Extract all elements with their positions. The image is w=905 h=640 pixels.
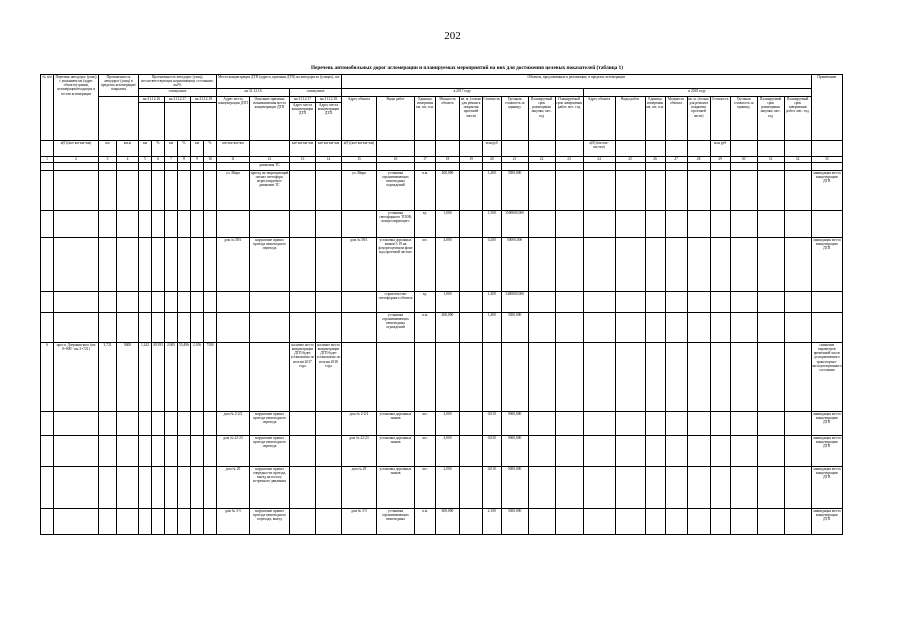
col-number: 28 — [687, 157, 710, 163]
unit-kmkm-3: км+км-км+км — [316, 141, 342, 157]
cell-note: ликвидация места концентрации ДТП — [811, 509, 842, 535]
col-number: 9 — [191, 157, 204, 163]
cell-unitcost: 5000,000 — [501, 467, 528, 509]
header-unitcost-2: Удельная стоимость за единицу — [730, 97, 757, 141]
unit-pct: % — [152, 141, 165, 157]
header-causes: Описание причины возникновения места концентрации ДТП — [250, 97, 290, 141]
header-concentration: Места концентрации ДТП (адреса, причины ДТП) на автодорогах (улицах), шт. — [217, 75, 342, 89]
cell-addr: дом № 58/1 — [217, 238, 250, 292]
header-share: Протяженность автодорог (улиц), несоответствующих нормативному состоянию, км/% — [139, 75, 217, 89]
header-addr-conc: Адрес места концентрации ДТП — [217, 97, 250, 141]
cell-cause: проезд на запрещающий сигнал светофора, нерегулируемое движение ТС — [250, 171, 290, 211]
unit-mln-2: млн руб — [710, 141, 730, 157]
cell-power: 4,000 — [436, 436, 460, 467]
cell-addr: дом № 29 — [217, 467, 250, 509]
table-row — [41, 171, 843, 211]
header-total: совокупное — [139, 89, 217, 97]
col-number: 8 — [178, 157, 191, 163]
cell-cause: движения ТС — [250, 163, 290, 171]
col-number: 32 — [784, 157, 811, 163]
cell-cause: нарушение правил проезда пешеходного перехода — [250, 412, 290, 436]
unit-km: км — [139, 141, 152, 157]
col-number: 11 — [217, 157, 250, 163]
cell-pct18: 7500 — [204, 343, 217, 412]
cell-obj-addr: дом № 29 — [342, 467, 377, 509]
header-total-2: совокупное — [290, 89, 342, 97]
col-number: 7 — [165, 157, 178, 163]
unit-kmkm: км+км-км+км — [217, 141, 250, 157]
col-number: 31 — [757, 157, 784, 163]
header-plannedfin: Планируемый срок завершения работ, мес. год — [555, 97, 583, 141]
cell-works: установка светофорного ТООВ, контролирующего — [377, 211, 415, 238]
col-number: 6 — [152, 157, 165, 163]
header-num: № п/п — [41, 75, 54, 141]
col-number: 19 — [460, 157, 483, 163]
header-cost-2: Стоимость — [710, 97, 730, 141]
header-works: Виды работ — [377, 97, 415, 141]
cell-power: 1,000 — [436, 211, 460, 238]
cell-obj-addr: ул. Мира — [342, 171, 377, 211]
header-length: Протяженность автодорог (улиц) в пределах агломерации/покрытия — [99, 75, 139, 97]
cell-addr: дом № 3-5 — [217, 509, 250, 535]
cell-pct16: 49,393 — [152, 343, 165, 412]
header-row-2 — [41, 89, 843, 97]
cell-units: ед. — [415, 211, 436, 238]
unit-a2: а(б) (км+км-км+км) — [342, 141, 377, 157]
col-number: 22 — [528, 157, 555, 163]
header-addr-obj-2: Адрес объекта — [583, 97, 615, 141]
cell-cost: 2,100 — [483, 509, 502, 535]
cell-conc17: наличие места концентрации ДТП будет установлено по итогам 2017 года — [290, 343, 316, 412]
cell-unitcost: 5000,000 — [501, 412, 528, 436]
cell-cause: нарушение правил очередности проезда, выезд на полосу встречного движения — [250, 467, 290, 509]
cell-unitcost: 3500,000 — [501, 313, 528, 343]
cell-works: строительство светофорного объекта — [377, 292, 415, 313]
header-power-2: Мощность объекта — [665, 97, 687, 141]
cell-works: установка ограничивающих пешеходных — [377, 509, 415, 535]
cell-note: ликвидация места концентрации ДТП — [811, 171, 842, 211]
cell-note: ликвидация места концентрации ДТП — [811, 436, 842, 467]
page-number: 202 — [444, 30, 461, 42]
cell-power: 4,000 — [436, 238, 460, 292]
cell-units: шт. — [415, 238, 436, 292]
table-row — [41, 313, 843, 343]
col-number: 17 — [415, 157, 436, 163]
cell-obj-addr: дом № 22-23 — [342, 436, 377, 467]
unit-a3: а(б) (км+км-км+км) — [583, 141, 615, 157]
cell-pct17: 55,496 — [178, 343, 191, 412]
header-objects: Объекты, предложенные к реализации, в пределах агломерации — [342, 75, 812, 89]
header-addr-obj: Адрес объекта — [342, 97, 377, 141]
table-title: Перечень автомобильных дорог агломерации и планируемых мероприятий на них для достижения целевых показателей (таблица 1) — [311, 65, 623, 71]
col-number: 13 — [290, 157, 316, 163]
cell-works: установка ограничивающих пешеходных ограждений — [377, 171, 415, 211]
cell-cost: 1,400 — [483, 313, 502, 343]
cell-power: 400,000 — [436, 171, 460, 211]
col-number: 29 — [710, 157, 730, 163]
cell-addr — [217, 163, 250, 171]
cell-works: установка дорожных знаков — [377, 467, 415, 509]
cell-cause: нарушение правил проезда пешеходного перехода, выезд — [250, 509, 290, 535]
cell-power: 400,000 — [436, 313, 460, 343]
unit-km: км — [191, 141, 204, 157]
col-number: 16 — [377, 157, 415, 163]
col-number: 15 — [342, 157, 377, 163]
col-number: 2 — [54, 157, 99, 163]
cell-addr: дом № 22-23 — [217, 436, 250, 467]
cell-unitcost: 50000,000 — [501, 238, 528, 292]
header-unitcost: Удельная стоимость за единицу — [501, 97, 528, 141]
table-row — [41, 292, 843, 313]
cell-cost: 1,400 — [483, 171, 502, 211]
col-number: 14 — [316, 157, 342, 163]
table-row — [41, 211, 843, 238]
cell-num: 6 — [41, 343, 54, 412]
data-table — [40, 74, 843, 535]
header-addr18: Адрес места концентрации ДТП — [316, 103, 342, 141]
col-number: 27 — [665, 157, 687, 163]
cell-obj-addr: дом № 3-5 — [342, 509, 377, 535]
cell-units: ед. — [415, 292, 436, 313]
unit-km2: км,м — [117, 141, 139, 157]
unit-mln: млн руб — [483, 141, 502, 157]
cell-length-2: 9400 — [117, 343, 139, 412]
cell-units: п.м. — [415, 313, 436, 343]
cell-works: установка дорожных знаков — [377, 436, 415, 467]
unit-pct: % — [178, 141, 191, 157]
cell-obj-addr: дом № 2-2/2 — [342, 412, 377, 436]
cell-cost: 1,500 — [483, 211, 502, 238]
cell-cost: 0,200 — [483, 238, 502, 292]
cell-note: ликвидация места концентрации ДТП — [811, 412, 842, 436]
header-plannedfin-2: Планируемый срок завершения работ, мес. год — [784, 97, 811, 141]
cell-works: установка ограничивающих пешеходных ограждений — [377, 313, 415, 343]
header-r3-on18: на 31.12.18 — [191, 97, 217, 103]
cell-power: 2,000 — [436, 467, 460, 509]
unit-pct: % — [204, 141, 217, 157]
cell-obj-addr: дом № 58/1 — [342, 238, 377, 292]
table-row — [41, 509, 843, 535]
header-y2017: в 2017 году — [342, 89, 584, 97]
header-row-units — [41, 141, 843, 157]
cell-addr: дом № 2-2/2 — [217, 412, 250, 436]
header-planned-2: Планируемый срок размещения закупки, мес. год — [757, 97, 784, 141]
col-number: 18 — [436, 157, 460, 163]
header-units-2: Единица измерения км, шт, п.м. — [645, 97, 665, 141]
header-kmrepair: кв. м. (только для ремонта покрытия проезжей части) — [460, 97, 483, 141]
header-list: Перечень автодорог (улиц) с указанием км (адрес объекта) границ агломерации/входящих в состав агломерации — [54, 75, 99, 141]
col-number: 25 — [615, 157, 645, 163]
col-number: 21 — [501, 157, 528, 163]
header-on16: на 31.12.16 — [217, 89, 290, 97]
header-note: Примечание — [811, 75, 842, 141]
col-number: 23 — [555, 157, 583, 163]
cell-power: 1,000 — [436, 292, 460, 313]
cell-note: ликвидация места концентрации ДТП — [811, 238, 842, 292]
col-number: 3 — [99, 157, 117, 163]
header-r3-on17b: на 31.12.17 — [290, 97, 316, 103]
cell-power: 2,000 — [436, 412, 460, 436]
col-number: 24 — [583, 157, 615, 163]
col-number: 12 — [250, 157, 290, 163]
cell-conc18: наличие места концентрации ДТП будет установлено по итогам 2018 года — [316, 343, 342, 412]
cell-units: п.м. — [415, 509, 436, 535]
cell-cost: 0,010 — [483, 467, 502, 509]
cell-addr: ул. Мира — [217, 171, 250, 211]
col-number: 1 — [41, 157, 54, 163]
cell-note: снижение параметров временной части до нормативного транспортно-эксплуатационного состояния — [811, 343, 842, 412]
unit-km1: км — [99, 141, 117, 157]
cell-cost: 0,010 — [483, 412, 502, 436]
cell-units: шт. — [415, 467, 436, 509]
col-number: 10 — [204, 157, 217, 163]
table-row-main — [41, 343, 843, 412]
cell-km16: 1,242 — [139, 343, 152, 412]
table-row — [41, 238, 843, 292]
header-r3-on17: на 31.12.17 — [165, 97, 191, 103]
cell-units: шт. — [415, 436, 436, 467]
cell-works: установка дорожных знаков — [377, 412, 415, 436]
unit-km: км — [165, 141, 178, 157]
header-r3-on18b: на 31.12.18 — [316, 97, 342, 103]
header-addr17: Адрес места концентрации ДТП — [290, 103, 316, 141]
cell-units: шт. — [415, 412, 436, 436]
cell-cost: 1,400 — [483, 292, 502, 313]
cell-power: 600,000 — [436, 509, 460, 535]
header-y2018: в 2018 году — [583, 89, 811, 97]
unit-kmkm-2: км+км-км+км — [290, 141, 316, 157]
cell-km17: 2,065 — [165, 343, 178, 412]
cell-cause: нарушение правил проезда пешеходного перехода — [250, 238, 290, 292]
col-number: 5 — [139, 157, 152, 163]
cell-length: 3,721 — [99, 343, 117, 412]
header-works-2: Виды работ — [615, 97, 645, 141]
cell-note: ликвидация места концентрации ДТП — [811, 467, 842, 509]
cell-units: п.м. — [415, 171, 436, 211]
cell-unitcost: 3500,000 — [501, 171, 528, 211]
header-units: Единица измерения км, шт, п.м. — [415, 97, 436, 141]
cell-unitcost: 1400000,000 — [501, 292, 528, 313]
table-row — [41, 163, 843, 171]
unit-a1: а(б) (км+км-км+км) — [54, 141, 99, 157]
cell-unitcost: 3500,000 — [501, 509, 528, 535]
cell-cause: нарушение правил проезда пешеходного перехода — [250, 436, 290, 467]
col-number: 26 — [645, 157, 665, 163]
cell-works: установка дорожных знаков 5.19 на флуоресцентном фоне над проезжей частью — [377, 238, 415, 292]
col-number: 30 — [730, 157, 757, 163]
col-number: 20 — [483, 157, 502, 163]
cell-km18: 2,106 — [191, 343, 204, 412]
cell-cost: 0,020 — [483, 436, 502, 467]
header-cost: Стоимость — [483, 97, 502, 141]
header-power: Мощность объекта — [436, 97, 460, 141]
header-r3-on16: на 31.12.16 — [139, 97, 165, 103]
table-row — [41, 436, 843, 467]
header-kmrepair-2: кв. м. (только для ремонта покрытия проезжей части) — [687, 97, 710, 141]
cell-unitcost: 1500000,000 — [501, 211, 528, 238]
cell-road-name: просп. Дзержинского (км 0+000 - км 3+721) — [54, 343, 99, 412]
col-number: 4 — [117, 157, 139, 163]
cell-unitcost: 5000,000 — [501, 436, 528, 467]
header-row-1 — [41, 75, 843, 89]
table-row — [41, 412, 843, 436]
table-row — [41, 467, 843, 509]
col-number: 33 — [811, 157, 842, 163]
header-planned: Планируемый срок размещения закупки, мес. год — [528, 97, 555, 141]
